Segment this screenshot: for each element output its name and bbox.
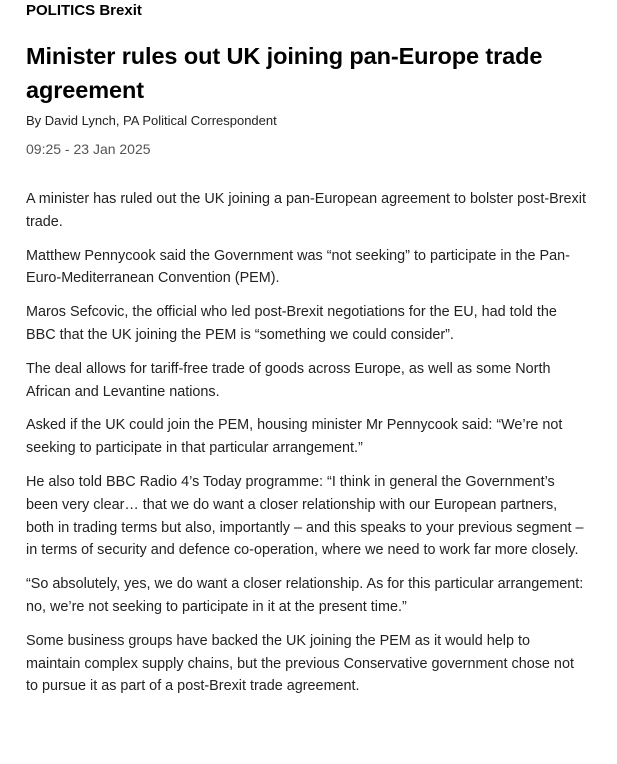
headline: Minister rules out UK joining pan-Europe trade agreement [26, 43, 543, 103]
timestamp: 09:25 - 23 Jan 2025 [26, 141, 151, 157]
paragraph: “So absolutely, yes, we do want a closer relationship. As for this particular arrangement: no, we’re not seeking to participate in it at the present time.” [26, 576, 584, 615]
section-label[interactable]: POLITICS [26, 2, 96, 19]
paragraph: Matthew Pennycook said the Government was “not seeking” to participate in the Pan-Euro-Mediterranean Convention (PEM). [26, 247, 570, 287]
byline: By David Lynch, PA Political Correspondent [26, 113, 277, 128]
paragraph: The deal allows for tariff-free trade of goods across Europe, as well as some North African and Levantine nations. [26, 360, 551, 400]
article-body [26, 188, 586, 698]
paragraph: Some business groups have backed the UK joining the PEM as it would help to maintain complex supply chains, but the previous Conservative government chose not to pursue it as part of a post-Brexit trade agreement. [26, 632, 574, 695]
paragraph: He also told BBC Radio 4’s Today programme: “I think in general the Government’s been very clear… that we do want a closer relationship with our European partners, both in trading terms but also, importantly – and this speaks to your previous segment – in terms of security and defence co-operation, where we need to work far more closely. [26, 473, 584, 559]
paragraph: Asked if the UK could join the PEM, housing minister Mr Pennycook said: “We’re not seeking to participate in that particular arrangement.” [26, 417, 563, 457]
article [26, 0, 586, 709]
topic-label[interactable]: Brexit [99, 2, 142, 19]
section-kicker [26, 2, 586, 20]
paragraph: A minister has ruled out the UK joining a pan-European agreement to bolster post-Brexit trade. [26, 191, 586, 230]
paragraph: Maros Sefcovic, the official who led post-Brexit negotiations for the EU, had told the BBC that the UK joining the PEM is “something we could consider”. [26, 304, 557, 343]
